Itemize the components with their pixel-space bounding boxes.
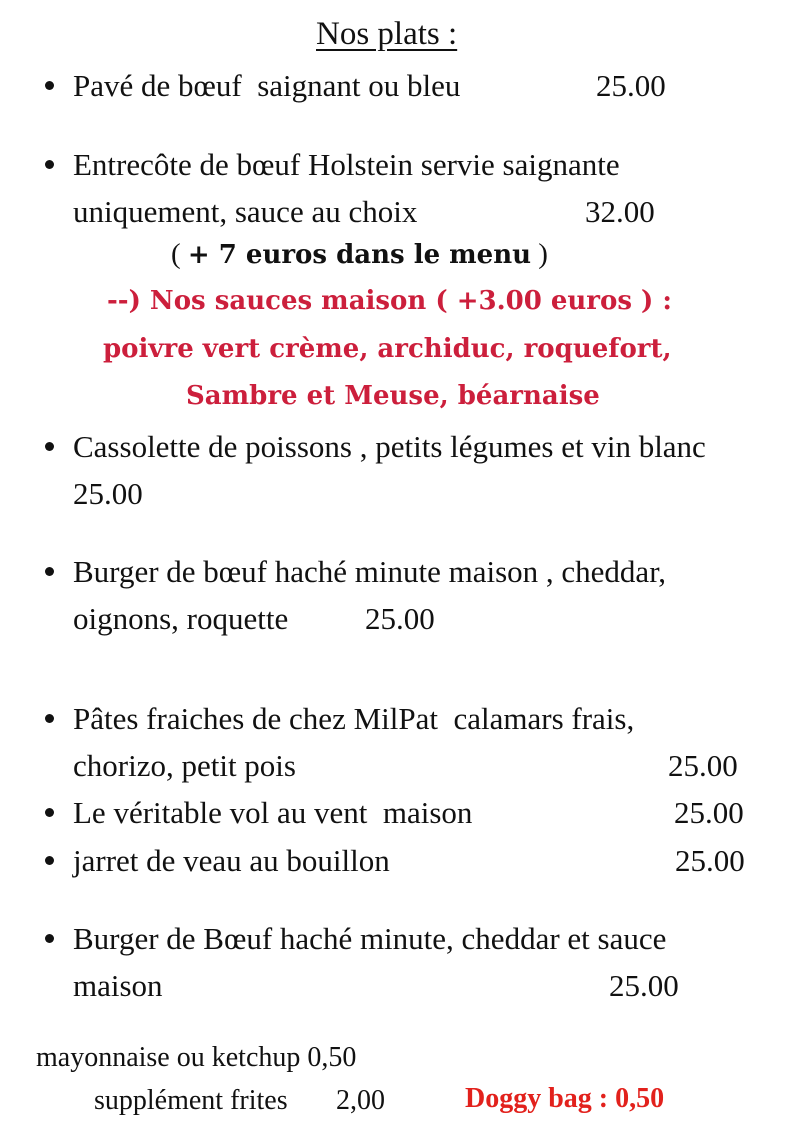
extra-fries-label: supplément frites (94, 1085, 288, 1116)
sauces-heading: --) Nos sauces maison ( +3.00 euros ) : (107, 286, 672, 316)
item-name: Pavé de bœuf saignant ou bleu (73, 68, 461, 103)
bullet-icon (45, 567, 54, 576)
item-name: Burger de bœuf haché minute maison , cheddar, (73, 554, 667, 589)
sauces-list: Sambre et Meuse, béarnaise (186, 381, 600, 411)
item-name: Burger de Bœuf haché minute, cheddar et sauce (73, 921, 667, 956)
item-price: 25.00 (668, 748, 738, 783)
item-price: 25.00 (365, 601, 435, 636)
page-title: Nos plats : (316, 16, 458, 52)
item-name-line2: chorizo, petit pois (73, 748, 296, 783)
bullet-icon (45, 808, 54, 817)
menu-note-open: ( (171, 238, 188, 270)
bullet-icon (45, 934, 54, 943)
bullet-icon (45, 442, 54, 451)
doggy-bag-note: Doggy bag : 0,50 (465, 1083, 665, 1114)
extra-fries-price: 2,00 (336, 1085, 385, 1116)
item-name: Le véritable vol au vent maison (73, 795, 473, 830)
item-price: 32.00 (585, 194, 655, 229)
item-price: 25.00 (596, 68, 666, 103)
menu-note-close: ) (531, 238, 548, 270)
item-name: Cassolette de poissons , petits légumes et vin blanc (73, 429, 706, 464)
item-price: 25.00 (73, 476, 143, 511)
item-name: jarret de veau au bouillon (73, 843, 390, 878)
sauces-list: poivre vert crème, archiduc, roquefort, (103, 334, 672, 364)
item-name: Pâtes fraiches de chez MilPat calamars frais, (73, 701, 635, 736)
item-price: 25.00 (675, 843, 745, 878)
item-price: 25.00 (609, 968, 679, 1003)
menu-note (171, 240, 548, 269)
item-name-line2: uniquement, sauce au choix (73, 194, 418, 229)
item-name: Entrecôte de bœuf Holstein servie saignante (73, 147, 620, 182)
bullet-icon (45, 160, 54, 169)
bullet-icon (45, 81, 54, 90)
bullet-icon (45, 714, 54, 723)
extra-sauce-line: mayonnaise ou ketchup 0,50 (36, 1042, 357, 1073)
item-name-line2: oignons, roquette (73, 601, 289, 636)
menu-note-bold: + 7 euros dans le menu (187, 240, 532, 270)
item-price: 25.00 (674, 795, 744, 830)
item-name-line2: maison (73, 968, 163, 1003)
bullet-icon (45, 856, 54, 865)
